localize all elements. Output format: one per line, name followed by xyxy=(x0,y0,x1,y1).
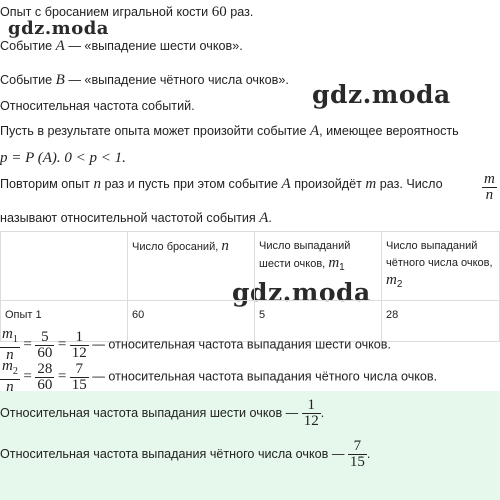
event-a-line: Событие A — «выпадение шести очков». xyxy=(0,38,243,54)
repeat-line: Повторим опыт n раз и пусть при этом событие A произойдёт m раз. Число xyxy=(0,176,443,192)
fraction: $\frac{1}{12}$ xyxy=(303,397,319,430)
probability-formula: p = P (A). 0 < p < 1. xyxy=(0,150,126,166)
watermark: gdz.moda xyxy=(8,18,109,39)
section-title: Относительная частота событий. xyxy=(0,99,195,113)
fraction: $\frac{m_1}{n}$ xyxy=(2,326,18,363)
table-cell: 5 xyxy=(255,301,382,342)
fraction: $\frac{28}{60}$ xyxy=(37,360,53,393)
watermark: gdz.moda xyxy=(232,278,371,307)
fraction: $\frac{7}{15}$ xyxy=(71,360,87,393)
experiment-table xyxy=(0,231,500,342)
table-header-cell: Число выпаданий чётного числа очков, $m_2$ xyxy=(382,232,500,301)
table-header-cell: Число выпаданий шести очков, $m_1$ xyxy=(255,232,382,301)
fraction-m-over-n: $\frac{m}{n}$ xyxy=(484,171,495,203)
table-cell: Опыт 1 xyxy=(1,301,128,342)
formula-six: $\frac{m_1}{n}$ = $\frac{5}{60}$ = $\frac{1}{12}$ — относительная частота выпадания шести очков. xyxy=(2,326,391,363)
answer-even: Относительная частота выпадания чётного числа очков — $\frac{7}{15}$ . xyxy=(0,438,371,471)
fraction: $\frac{1}{12}$ xyxy=(71,328,87,361)
watermark: gdz.moda xyxy=(312,80,451,109)
intro-line: Опыт с бросанием игральной кости 60 раз. xyxy=(0,4,254,20)
fraction: $\frac{7}{15}$ xyxy=(349,438,365,471)
table-cell: 28 xyxy=(382,301,500,342)
table-cell: 60 xyxy=(128,301,255,342)
fraction: $\frac{m_2}{n}$ xyxy=(2,358,18,395)
fraction: $\frac{5}{60}$ xyxy=(37,328,53,361)
answer-six: Относительная частота выпадания шести очков — $\frac{1}{12}$ . xyxy=(0,397,325,430)
called-line: называют относительной частотой события A. xyxy=(0,210,272,226)
event-b-line: Событие B — «выпадение чётного числа очков». xyxy=(0,72,289,88)
table-header-cell xyxy=(1,232,128,301)
formula-even: $\frac{m_2}{n}$ = $\frac{28}{60}$ = $\frac{7}{15}$ — относительная частота выпадания чётного числа очков. xyxy=(2,358,438,395)
probability-line: Пусть в результате опыта может произойти событие A, имеющее вероятность xyxy=(0,123,459,139)
table-header-row xyxy=(1,232,500,301)
table-header-cell: Число бросаний, n xyxy=(128,232,255,301)
